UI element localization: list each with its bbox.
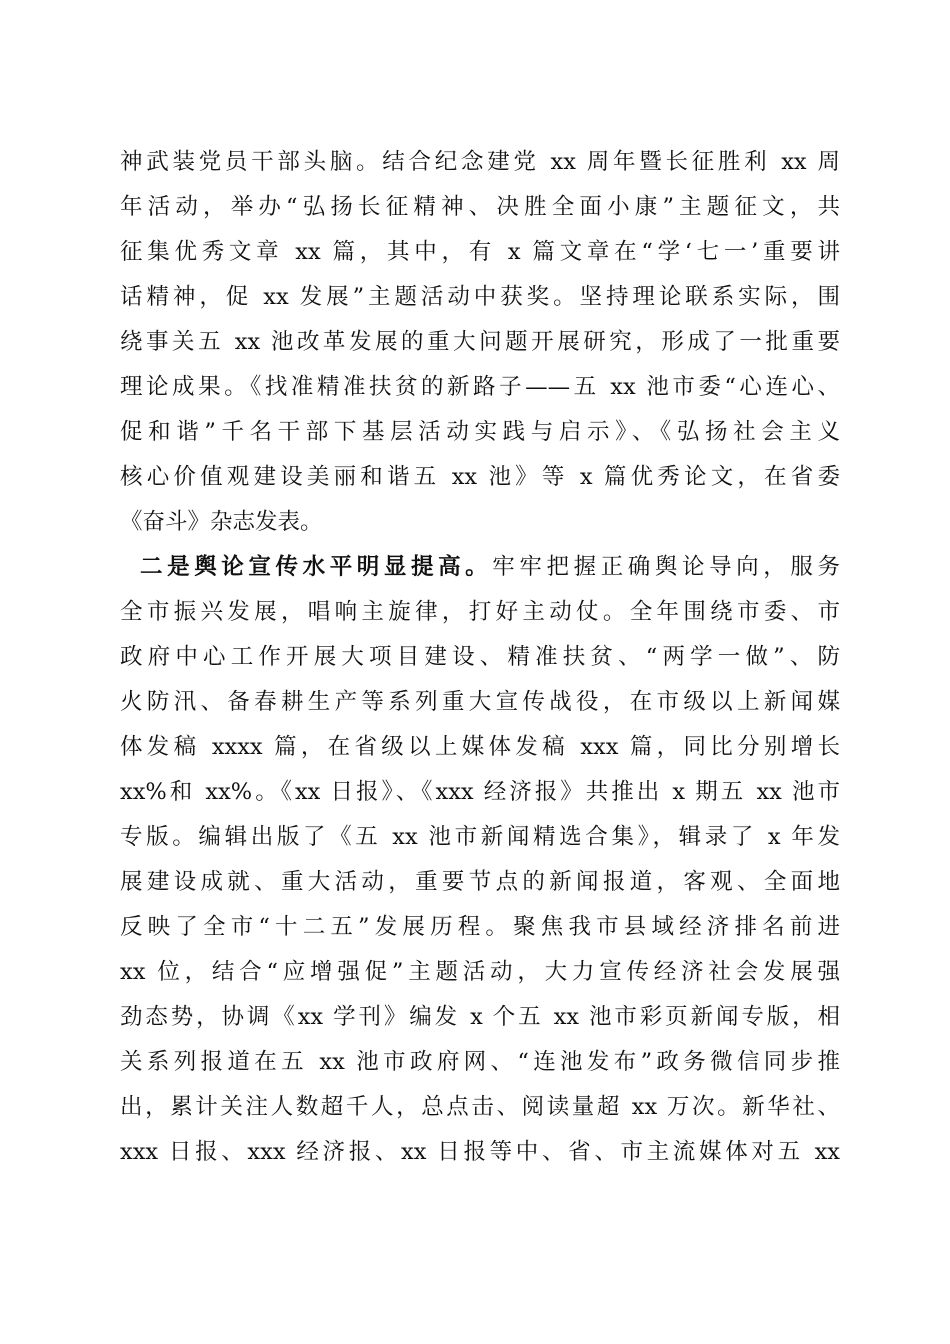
text-line: 专版。编辑出版了《五 xx 池市新闻精选合集》，辑录了 x 年发 — [120, 824, 840, 850]
paragraph-theory-achievements — [120, 140, 840, 545]
text-line: 火防汛、备春耕生产等系列重大宣传战役，在市级以上新闻媒 — [120, 689, 840, 715]
text-line: xx%和 xx%。《xx 日报》、《xxx 经济报》共推出 x 期五 xx 池市 — [120, 779, 840, 805]
text-line: 促和谐”千名干部下基层活动实践与启示》、《弘扬社会主义 — [120, 419, 840, 445]
paragraph-publicity-level — [120, 545, 840, 1175]
text-line: 劲态势，协调《xx 学刊》编发 x 个五 xx 池市彩页新闻专版，相 — [120, 1004, 840, 1030]
text-line: 政府中心工作开展大项目建设、精准扶贫、“两学一做”、防 — [120, 644, 840, 670]
text-line: xx 位，结合“应增强促”主题活动，大力宣传经济社会发展强 — [120, 959, 840, 985]
text-line: 理论成果。《找准精准扶贫的新路子——五 xx 池市委“心连心、 — [120, 374, 840, 400]
text-line: 体发稿 xxxx 篇，在省级以上媒体发稿 xxx 篇，同比分别增长 — [120, 734, 840, 760]
text-line: 核心价值观建设美丽和谐五 xx 池》等 x 篇优秀论文，在省委 — [120, 464, 840, 490]
text-line: 展建设成就、重大活动，重要节点的新闻报道，客观、全面地 — [120, 869, 840, 895]
text-line: 《奋斗》杂志发表。 — [120, 509, 323, 535]
section-heading: 二是舆论宣传水平明显提高。 — [140, 554, 493, 580]
document-body — [120, 140, 840, 1175]
text-span: 牢牢把握正确舆论导向，服务 — [492, 554, 840, 580]
text-line: 话精神，促 xx 发展”主题活动中获奖。坚持理论联系实际，围 — [120, 284, 840, 310]
text-line: xxx 日报、xxx 经济报、xx 日报等中、省、市主流媒体对五 xx — [120, 1139, 840, 1165]
text-line: 征集优秀文章 xx 篇，其中，有 x 篇文章在“学‘七一’重要讲 — [120, 239, 840, 265]
text-line: 反映了全市“十二五”发展历程。聚焦我市县域经济排名前进 — [120, 914, 840, 940]
text-line: 神武装党员干部头脑。结合纪念建党 xx 周年暨长征胜利 xx 周 — [120, 149, 840, 175]
text-line: 绕事关五 xx 池改革发展的重大问题开展研究，形成了一批重要 — [120, 329, 840, 355]
text-line: 出，累计关注人数超千人，总点击、阅读量超 xx 万次。新华社、 — [120, 1094, 840, 1120]
text-line: 年活动，举办“弘扬长征精神、决胜全面小康”主题征文，共 — [120, 194, 840, 220]
paragraph-first-line — [120, 545, 840, 590]
text-line: 关系列报道在五 xx 池市政府网、“连池发布”政务微信同步推 — [120, 1049, 840, 1075]
text-line: 全市振兴发展，唱响主旋律，打好主动仗。全年围绕市委、市 — [120, 599, 840, 625]
